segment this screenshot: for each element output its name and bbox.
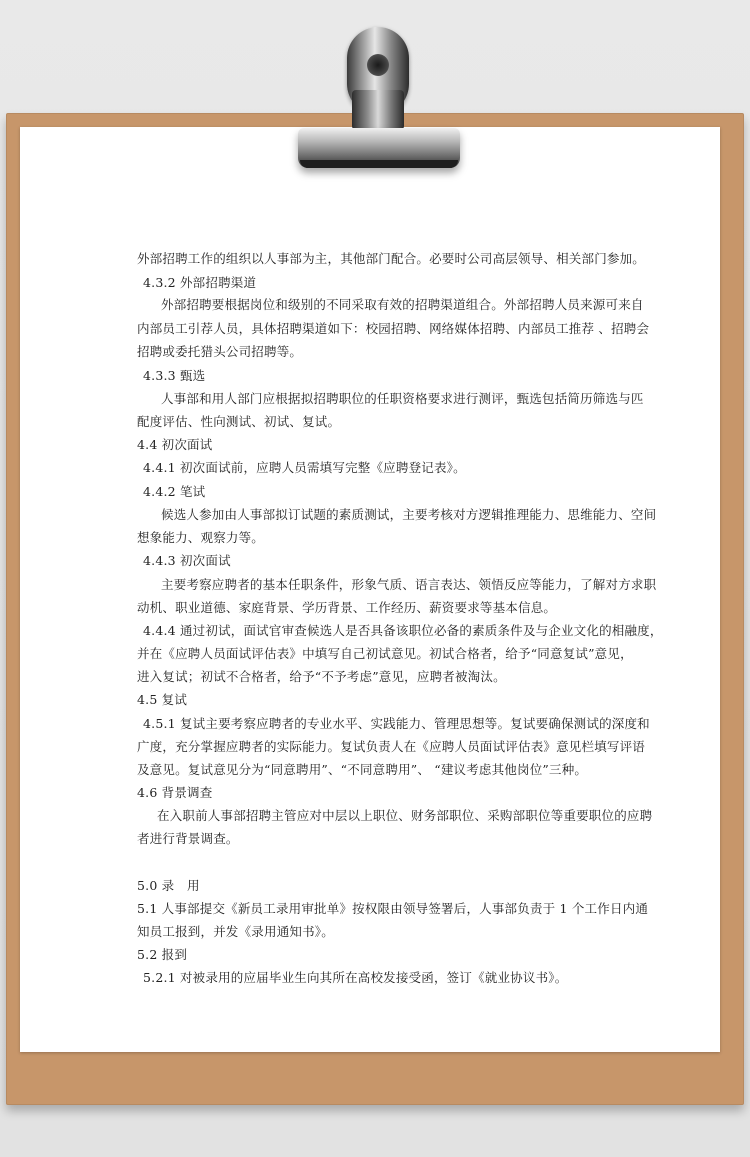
- doc-line: 外部招聘工作的组织以人事部为主，其他部门配合。必要时公司高层领导、相关部门参加。: [137, 251, 646, 266]
- section-heading: 4.4 初次面试: [137, 437, 213, 452]
- doc-line: 在入职前人事部招聘主管应对中层以上职位、财务部职位、采购部职位等重要职位的应聘: [157, 808, 653, 823]
- doc-line: 想象能力、观察力等。: [137, 530, 265, 545]
- doc-line: 配度评估、性向测试、初试、复试。: [137, 414, 341, 429]
- doc-line: 并在《应聘人员面试评估表》中填写自己初试意见。初试合格者，给予“同意复试”意见，: [137, 646, 633, 661]
- doc-line: 外部招聘要根据岗位和级别的不同采取有效的招聘渠道组合。外部招聘人员来源可来自: [161, 297, 644, 312]
- doc-line: 4.4.1 初次面试前，应聘人员需填写完整《应聘登记表》。: [143, 460, 466, 475]
- section-heading: 5.2 报到: [137, 947, 188, 962]
- chapter-heading: 5.0 录 用: [137, 878, 200, 893]
- doc-line: 动机、职业道德、家庭背景、学历背景、工作经历、薪资要求等基本信息。: [137, 600, 557, 615]
- doc-line: 4.5.1 复试主要考察应聘者的专业水平、实践能力、管理思想等。复试要确保测试的深度和: [143, 716, 650, 731]
- doc-line: 招聘或委托猎头公司招聘等。: [137, 344, 303, 359]
- doc-line: 主要考察应聘者的基本任职条件，形象气质、语言表达、领悟反应等能力，了解对方求职: [161, 577, 657, 592]
- doc-line: 内部员工引荐人员，具体招聘渠道如下：校园招聘、网络媒体招聘、内部员工推荐 、招聘会: [137, 321, 650, 336]
- section-heading: 4.6 背景调查: [137, 785, 213, 800]
- doc-line: 4.4.4 通过初试，面试官审查候选人是否具备该职位必备的素质条件及与企业文化的相融度，: [143, 623, 663, 638]
- doc-line: 知员工报到，并发《录用通知书》。: [137, 924, 334, 939]
- doc-line: 及意见。复试意见分为“同意聘用”、“不同意聘用”、 “建议考虑其他岗位”三种。: [137, 762, 588, 777]
- section-heading: 4.5 复试: [137, 692, 188, 707]
- section-heading: 4.3.2 外部招聘渠道: [143, 275, 257, 290]
- doc-line: 进入复试；初试不合格者，给予“不予考虑”意见，应聘者被淘汰。: [137, 669, 506, 684]
- section-heading: 4.3.3 甄选: [143, 368, 206, 383]
- doc-line: 5.2.1 对被录用的应届毕业生向其所在高校发接受函，签订《就业协议书》。: [143, 970, 568, 985]
- doc-line: 5.1 人事部提交《新员工录用审批单》按权限由领导签署后，人事部负责于 1 个工作日内通: [137, 901, 649, 916]
- section-heading: 4.4.2 笔试: [143, 484, 206, 499]
- doc-line: 广度，充分掌握应聘者的实际能力。复试负责人在《应聘人员面试评估表》意见栏填写评语: [137, 739, 646, 754]
- doc-line: 候选人参加由人事部拟订试题的素质测试，主要考核对方逻辑推理能力、思维能力、空间: [161, 507, 657, 522]
- doc-line: 人事部和用人部门应根据拟招聘职位的任职资格要求进行测评，甄选包括简历筛选与匹: [161, 391, 644, 406]
- section-heading: 4.4.3 初次面试: [143, 553, 231, 568]
- doc-line: 者进行背景调查。: [137, 831, 239, 846]
